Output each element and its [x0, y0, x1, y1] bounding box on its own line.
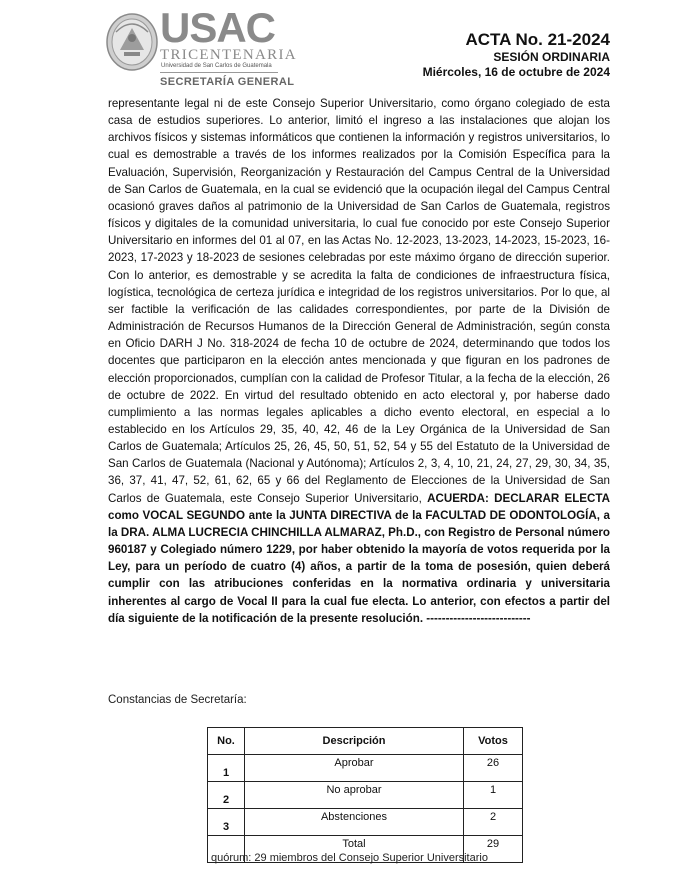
table-row — [208, 782, 523, 809]
quorum-note: quórum: 29 miembros del Consejo Superior Universitario — [211, 852, 488, 864]
row-votes: 29 — [464, 836, 523, 863]
row-description: Total — [245, 836, 464, 863]
header-no: No. — [208, 728, 245, 755]
row-no: 3 — [208, 809, 245, 836]
constancias-label: Constancias de Secretaría: — [108, 694, 247, 706]
table-row — [208, 809, 523, 836]
acta-info — [423, 30, 610, 80]
university-seal-icon — [106, 12, 158, 72]
logo-divider — [160, 72, 278, 73]
acta-title: ACTA No. 21-2024 — [465, 30, 610, 49]
header-votes: Votos — [464, 728, 523, 755]
row-description: No aprobar — [245, 782, 464, 809]
votes-table — [207, 727, 523, 863]
row-description: Aprobar — [245, 755, 464, 782]
usac-logo — [160, 4, 297, 89]
acuerdo-text: ACUERDA: DECLARAR ELECTA como VOCAL SEGUNDO ante la JUNTA DIRECTIVA de la FACULTAD DE ODONTOLOGÍA, a la DRA. ALMA LUCRECIA CHINCHILLA ALMARAZ, Ph.D., con Registro de Personal número 960187 y Colegiado número 1229, por haber obtenido la mayoría de votos requerida por la Ley, para un período de cuatro (4) años, a partir de la toma de posesión, quien deberá cumplir con las atribuciones conferidas en la normativa ordinaria y universitaria inherentes al cargo de Vocal II para la cual fue electa. Lo anterior, con efectos a partir del día siguiente de la notificación de la presente resolución. --------------------------- — [108, 491, 610, 625]
session-date: Miércoles, 16 de octubre de 2024 — [422, 65, 610, 79]
resolution-paragraph — [108, 95, 610, 627]
row-votes: 26 — [464, 755, 523, 782]
logo-usac-text: USAC — [160, 4, 276, 51]
resolution-body — [108, 95, 610, 627]
row-description: Abstenciones — [245, 809, 464, 836]
document-header — [0, 0, 685, 96]
logo-university-text: Universidad de San Carlos de Guatemala — [161, 63, 272, 69]
table-row — [208, 755, 523, 782]
table-header-row — [208, 728, 523, 755]
logo-tricentenaria-text: TRICENTENARIA — [160, 47, 297, 63]
paragraph-text: representante legal ni de este Consejo Superior Universitario, como órgano colegiado de esta casa de estudios superiores. Lo anterior, limitó el ingreso a las instalaciones que alojan los archivos físicos y sistemas informáticos que contienen la información y registros universitarios, lo cual es demostrable a través de los informes realizados por la Comisión Específica para la Evaluación, Supervisión, Reorganización y Restauración del Campus Central de la Universidad de San Carlos de Guatemala, en la cual se evidenció que la ocupación ilegal del Campus Central ocasionó graves daños al patrimonio de la Universidad de San Carlos de Guatemala, registros físicos y digitales de la comunidad universitaria, lo cual fue conocido por este Consejo Superior Universitario en informes del 01 al 07, en las Actas No. 12-2023, 13-2023, 14-2023, 15-2023, 16-2023, 17-2023 y 18-2023 de sesiones celebradas por este máximo órgano de dirección superior. Con lo anterior, es demostrable y se acredita la falta de condiciones de infraestructura física, logística, tecnológica de certeza jurídica e integridad de los registros universitarios. Por lo que, al ser factible la verificación de las calidades correspondientes, por parte de la División de Administración de Recursos Humanos de la Dirección General de Administración, según consta en Oficio DARH J No. 318-2024 de fecha 10 de octubre de 2024, determinando que todos los docentes que participaron en la elección antes mencionada y que figuran en los padrones de elección proporcionados, cumplían con la calidad de Profesor Titular, a la fecha de la elección, 26 de octubre de 2022. En virtud del resultado obtenido en acto electoral y, por haberse dado cumplimiento a las normas legales aplicables a dicho evento electoral, en especial a lo establecido en los Artículos 29, 35, 40, 42, 46 de la Ley Orgánica de la Universidad de San Carlos de Guatemala; Artículos 25, 26, 45, 50, 51, 52, 54 y 55 del Estatuto de la Universidad de San Carlos de Guatemala (Nacional y Autónoma); Artículos 2, 3, 4, 10, 21, 24, 27, 29, 30, 34, 35, 36, 37, 41, 47, 52, 61, 62, 65 y 66 del Reglamento de Elecciones de la Universidad de San Carlos de Guatemala, este Consejo Superior Universitario, — [108, 97, 610, 505]
department-name: SECRETARÍA GENERAL — [160, 76, 295, 88]
header-description: Descripción — [245, 728, 464, 755]
row-votes: 1 — [464, 782, 523, 809]
session-type: SESIÓN ORDINARIA — [493, 50, 610, 64]
row-no: 1 — [208, 755, 245, 782]
row-votes: 2 — [464, 809, 523, 836]
row-no: 2 — [208, 782, 245, 809]
